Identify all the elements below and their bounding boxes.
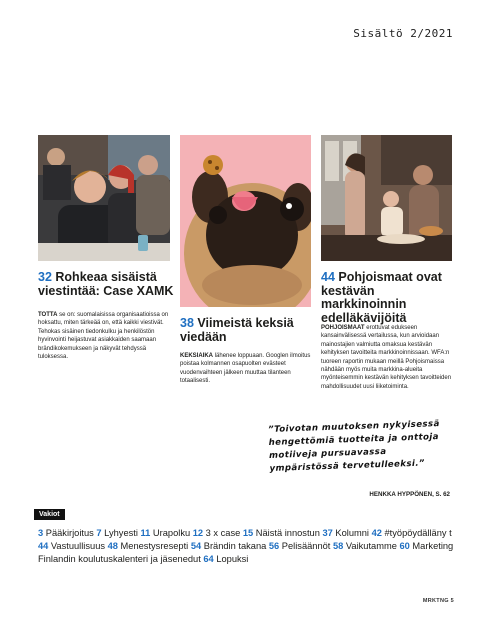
article-page-number: 38 bbox=[180, 316, 194, 330]
article-excerpt bbox=[180, 352, 314, 386]
toc-item[interactable] bbox=[372, 528, 452, 538]
toc-item[interactable] bbox=[322, 528, 371, 538]
toc-item[interactable] bbox=[191, 541, 269, 551]
toc-item[interactable] bbox=[38, 541, 108, 551]
toc-label: Lopuksi bbox=[213, 554, 249, 564]
toc-label: Vaikutamme bbox=[343, 541, 400, 551]
article-lead-word: POHJOISMAAT bbox=[321, 325, 365, 331]
toc-page-number: 48 bbox=[107, 541, 118, 551]
toc-page-number: 56 bbox=[268, 541, 280, 551]
toc-page-number: 60 bbox=[399, 541, 410, 551]
article-excerpt bbox=[321, 324, 453, 391]
toc-page-number: 7 bbox=[96, 528, 102, 538]
toc-label: Vastuullisuus bbox=[48, 541, 108, 551]
pug-with-cookie-photo bbox=[180, 135, 311, 307]
toc-label: Menestysresepti bbox=[117, 541, 191, 551]
toc-item[interactable] bbox=[38, 528, 96, 538]
article-heading: Viimeistä keksiä viedään bbox=[180, 316, 294, 344]
article-text: lähenee loppuaan. Googlen ilmoitus poistaa kolmannen osapuolten evästeet vuodenvaihteen jälkeen muuttaa tilanteen totaalisesti. bbox=[180, 353, 311, 385]
toc-label: #työpöydälläny t bbox=[381, 528, 452, 538]
magazine-name: MRKTNG bbox=[422, 598, 449, 604]
toc-label: Pääkirjoitus bbox=[43, 528, 97, 538]
team-meeting-photo bbox=[38, 135, 170, 261]
toc-item[interactable] bbox=[141, 528, 193, 538]
toc-item[interactable] bbox=[96, 528, 140, 538]
toc-item[interactable] bbox=[108, 541, 191, 551]
toc-item[interactable] bbox=[243, 528, 323, 538]
article-title[interactable] bbox=[38, 271, 178, 298]
article-title[interactable] bbox=[321, 271, 461, 325]
toc-label: Lyhyesti bbox=[101, 528, 141, 538]
toc-label: Marketing Finlandin koulutuskalenteri ja jäsenedut bbox=[38, 541, 454, 564]
kitchen-photo bbox=[321, 135, 452, 261]
page-footer bbox=[423, 598, 454, 604]
regular-sections-list bbox=[38, 527, 458, 566]
toc-label: Pelisäännöt bbox=[279, 541, 333, 551]
article-excerpt bbox=[38, 311, 170, 361]
article-lead-word: TOTTA bbox=[38, 312, 58, 318]
article-text: erottuvat edukseen kansainvälisessä vertailussa, kun arvioidaan mainostajien valmiutta omaksua kestävän kehityksen tavoitteita markkinoinnissaan. WFA:n tuoreen raportin mukaan meillä Pohjoismaissa nähdään myös muita markkina-alueita myönteisemmin kestävän kehityksen tavoitteiden mahdollisuudet uusi liiketoiminta. bbox=[321, 325, 452, 390]
toc-page-number: 11 bbox=[140, 528, 151, 538]
toc-page-number: 58 bbox=[332, 541, 344, 551]
toc-item[interactable] bbox=[203, 554, 248, 564]
page-number: 5 bbox=[450, 598, 454, 604]
toc-label: Urapolku bbox=[150, 528, 193, 538]
toc-page-number: 3 bbox=[38, 528, 44, 538]
toc-item[interactable] bbox=[333, 541, 400, 551]
toc-page-number: 15 bbox=[242, 528, 254, 538]
pull-quote: ”Toivotan muutoksen nykyisessä hengettömiä tuotteita ja onttoja motiiveja pursuavassa ympäristössä tervetulleeksi.” bbox=[268, 419, 440, 474]
toc-item[interactable] bbox=[269, 541, 333, 551]
article-page-number: 32 bbox=[38, 270, 52, 284]
toc-page-number: 37 bbox=[322, 528, 333, 538]
section-label-vakiot: Vakiot bbox=[34, 509, 65, 520]
toc-label: 3 x case bbox=[203, 528, 243, 538]
quote-author: HENKKA HYPPÖNEN, S. 62 bbox=[369, 491, 450, 498]
toc-page-number: 64 bbox=[203, 554, 214, 564]
article-lead-word: KEKSIAIKA bbox=[180, 353, 214, 359]
article-page-number: 44 bbox=[321, 270, 335, 284]
issue-title: Sisältö 2/2021 bbox=[353, 27, 453, 40]
toc-label: Kolumni bbox=[332, 528, 372, 538]
article-heading: Pohjoismaat ovat kestävän markkinoinnin edelläkävijöitä bbox=[321, 270, 442, 325]
toc-page-number: 54 bbox=[190, 541, 202, 551]
toc-page-number: 44 bbox=[38, 541, 49, 551]
toc-label: Brändin takana bbox=[201, 541, 269, 551]
article-title[interactable] bbox=[180, 317, 320, 344]
article-heading: Rohkeaa sisäistä viestintää: Case XAMK bbox=[38, 270, 174, 298]
toc-page-number: 12 bbox=[192, 528, 204, 538]
toc-page-number: 42 bbox=[371, 528, 382, 538]
toc-item[interactable] bbox=[193, 528, 243, 538]
toc-label: Näistä innostun bbox=[253, 528, 323, 538]
article-text: se on: suomalaisissa organisaatioissa on hoksattu, miten tärkeää on, että kaikki viestivät. Tehokas sisäinen tiedonkulku ja henkilöstön hyvinvointi heijastuvat asiakkaiden saamaan brändikokemukseen ja näkyvät tehdyssä tuloksessa. bbox=[38, 312, 169, 361]
